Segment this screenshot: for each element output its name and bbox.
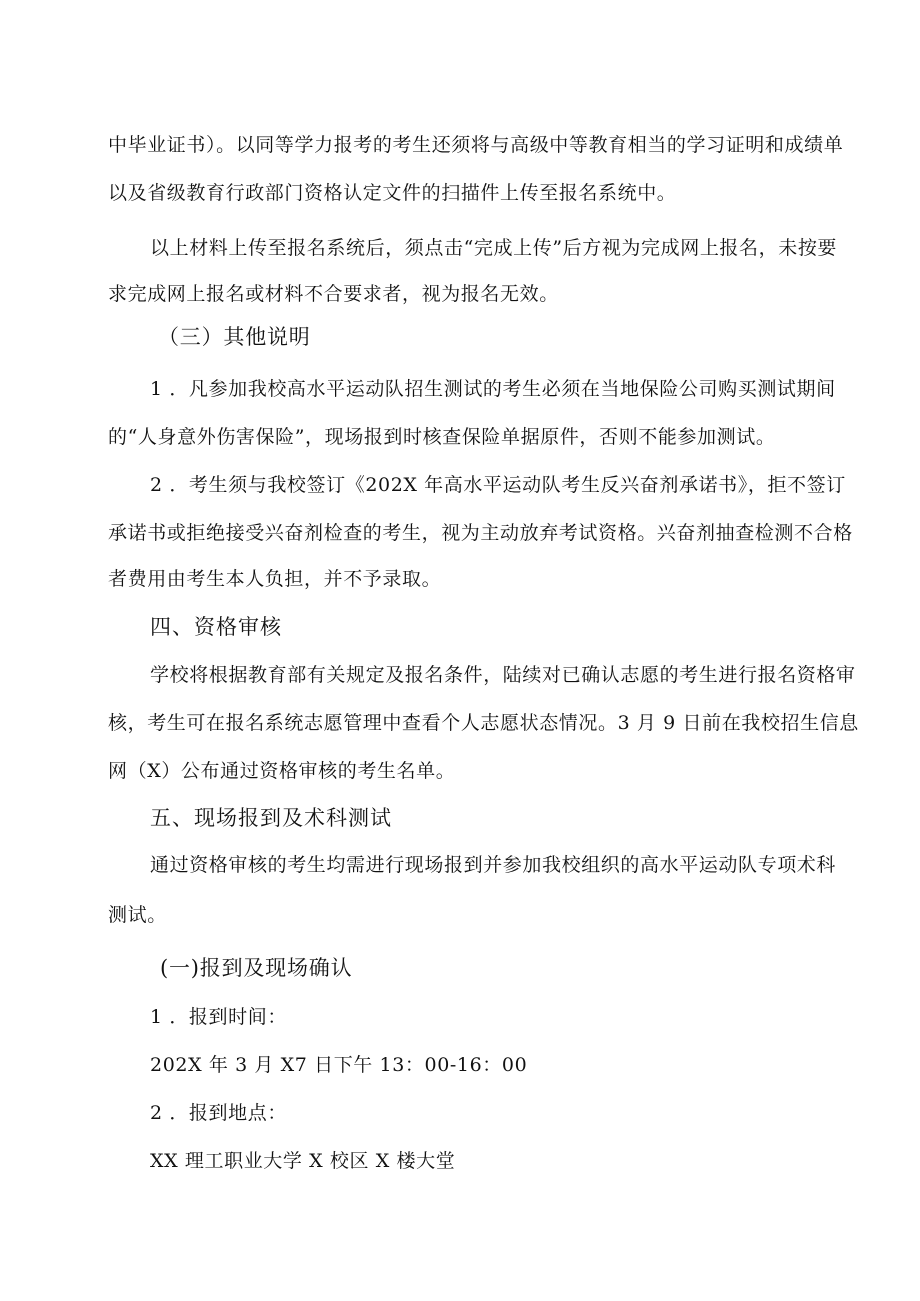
paragraph-line: 以上材料上传至报名系统后，须点击“完成上传”后方视为完成网上报名，未按要 (150, 237, 838, 259)
section-heading-onsite-registration: 五、现场报到及术科测试 (150, 806, 392, 830)
registration-time: 202X 年 3 月 X7 日下午 13：00-16：00 (150, 1054, 528, 1076)
registration-location: XX 理工职业大学 X 校区 X 楼大堂 (150, 1150, 456, 1172)
list-item-line: 的“人身意外伤害保险”，现场报到时核查保险单据原件，否则不能参加测试。 (108, 426, 776, 448)
paragraph-line: 求完成网上报名或材料不合要求者，视为报名无效。 (108, 283, 559, 305)
paragraph-line: 以及省级教育行政部门资格认定文件的扫描件上传至报名系统中。 (108, 182, 677, 204)
paragraph-line: 核，考生可在报名系统志愿管理中查看个人志愿状态情况。3 月 9 日前在我校招生信息 (108, 712, 859, 734)
paragraph-line: 学校将根据教育部有关规定及报名条件，陆续对已确认志愿的考生进行报名资格审 (150, 664, 856, 686)
paragraph-line: 测试。 (108, 904, 167, 926)
list-item-line: 1 ．报到时间： (150, 1006, 287, 1028)
list-item-line: 承诺书或拒绝接受兴奋剂检查的考生，视为主动放弃考试资格。兴奋剂抽查检测不合格 (108, 522, 853, 544)
paragraph-line: 网（X）公布通过资格审核的考生名单。 (108, 760, 456, 782)
list-item-line: 2 ．报到地点： (150, 1102, 287, 1124)
paragraph-line: 中毕业证书）。以同等学力报考的考生还须将与高级中等教育相当的学习证明和成绩单 (108, 134, 844, 156)
subsection-heading-registration: (一)报到及现场确认 (160, 956, 353, 980)
list-item-line: 1 ．凡参加我校高水平运动队招生测试的考生必须在当地保险公司购买测试期间 (150, 378, 836, 400)
section-heading-other-notes: （三）其他说明 (158, 325, 311, 349)
list-item-line: 2 ．考生须与我校签订《202X 年高水平运动队考生反兴奋剂承诺书》，拒不签订 (150, 474, 846, 496)
section-heading-qualification-review: 四、资格审核 (150, 615, 282, 639)
list-item-line: 者费用由考生本人负担，并不予录取。 (108, 568, 442, 590)
paragraph-line: 通过资格审核的考生均需进行现场报到并参加我校组织的高水平运动队专项术科 (150, 854, 837, 876)
